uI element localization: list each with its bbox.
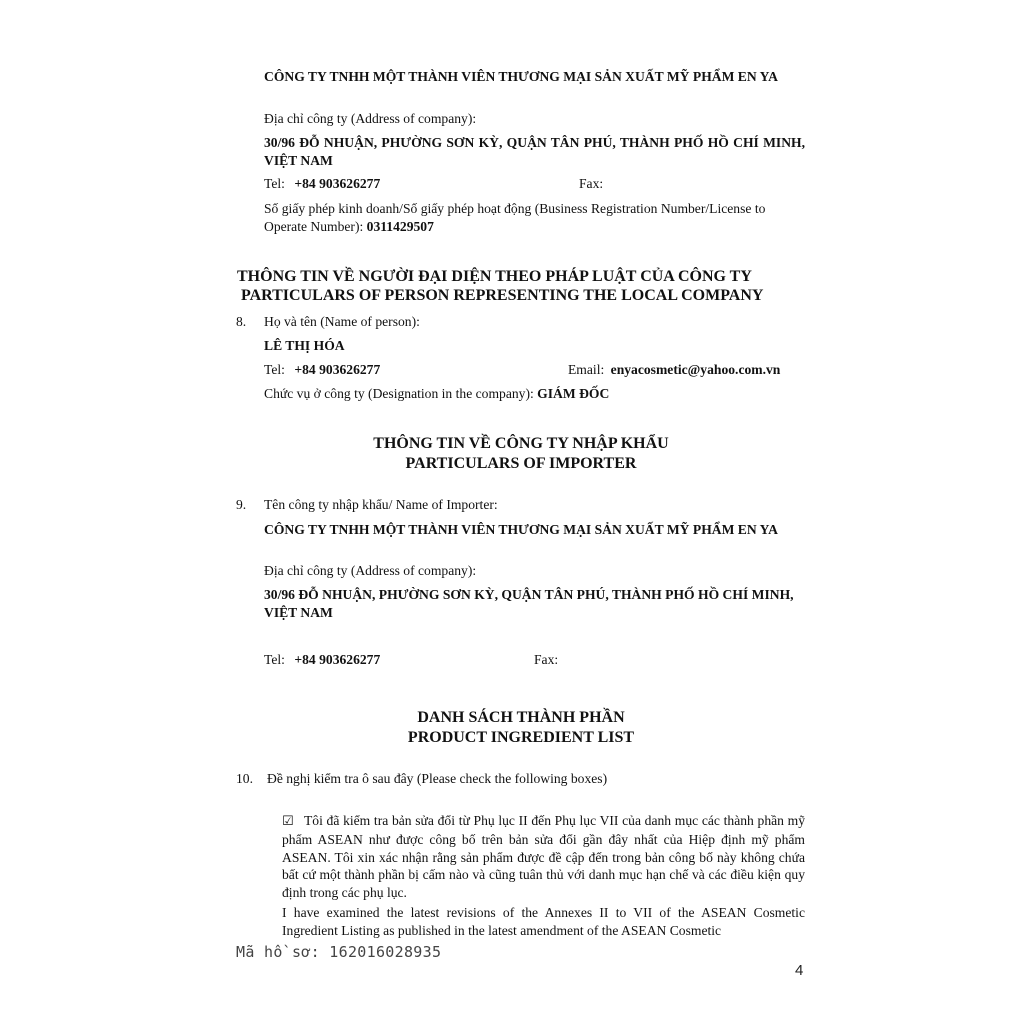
representative-name-label: Họ và tên (Name of person): (264, 314, 420, 329)
representative-email-value: enyacosmetic@yahoo.com.vn (610, 362, 781, 377)
dossier-code: Mã hồ sơ: 162016028935 (236, 943, 442, 961)
representative-email-row (568, 362, 780, 378)
importer-tel-row (264, 652, 380, 668)
representative-designation-value: GIÁM ĐỐC (537, 386, 610, 401)
company-address-label: Địa chỉ công ty (Address of company): (264, 111, 477, 126)
ingredients-statement-vi: Tôi đã kiểm tra bản sửa đổi từ Phụ lục II đến Phụ lục VII của danh mục các thành phần mỹ phẩm ASEAN như được công bố trên bản sửa đổi gần đây nhất của Hiệp định mỹ phẩm ASEAN. Tôi xin xác nhận rằng sản phẩm được đề cập đến trong bản công bố này không chứa bất cứ một thành phần bị cấm nào và cũng tuân thủ với danh mục hạn chế và các điều kiện quy định trong các phụ lục. (282, 813, 805, 901)
representative-name: LÊ THỊ HÓA (264, 338, 345, 353)
company-license-number: 0311429507 (366, 218, 434, 234)
importer-fax-label: Fax: (534, 652, 559, 667)
item-9-number: 9. (236, 497, 247, 512)
importer-name-label: Tên công ty nhập khẩu/ Name of Importer: (264, 497, 498, 512)
importer-address-label: Địa chỉ công ty (Address of company): (264, 563, 477, 578)
checked-box-icon[interactable]: ☑ (282, 814, 294, 829)
item-10-number: 10. (236, 771, 253, 786)
company-fax-label: Fax: (579, 176, 604, 191)
company-address: 30/96 ĐỖ NHUẬN, PHƯỜNG SƠN KỲ, QUẬN TÂN PHÚ, THÀNH PHỐ HỒ CHÍ MINH, VIỆT NAM (264, 135, 805, 168)
representative-tel-label: Tel: (264, 362, 285, 377)
ingredients-statement-en: I have examined the latest revisions of the Annexes II to VII of the ASEAN Cosmetic Ingredient Listing as published in the latest amendment of the ASEAN Cosmetic (282, 905, 805, 938)
representative-heading-vi: THÔNG TIN VỀ NGƯỜI ĐẠI DIỆN THEO PHÁP LUẬT CỦA CÔNG TY (237, 268, 752, 285)
importer-tel-label: Tel: (264, 652, 285, 667)
importer-tel-value: +84 903626277 (294, 652, 381, 667)
company-tel-value: +84 903626277 (294, 176, 381, 191)
importer-address: 30/96 ĐỖ NHUẬN, PHƯỜNG SƠN KỲ, QUẬN TÂN PHÚ, THÀNH PHỐ HỒ CHÍ MINH, VIỆT NAM (264, 587, 794, 620)
representative-heading-en: PARTICULARS OF PERSON REPRESENTING THE LOCAL COMPANY (241, 287, 764, 304)
representative-designation-row (264, 386, 609, 402)
importer-heading-vi: THÔNG TIN VỀ CÔNG TY NHẬP KHẨU (373, 435, 669, 452)
company-tel-row (264, 176, 380, 192)
company-license (264, 200, 809, 235)
representative-email-label: Email: (568, 362, 605, 377)
ingredients-heading-en: PRODUCT INGREDIENT LIST (407, 729, 635, 746)
company-tel-label: Tel: (264, 176, 285, 191)
company-name: CÔNG TY TNHH MỘT THÀNH VIÊN THƯƠNG MẠI SẢN XUẤT MỸ PHẨM EN YA (264, 69, 778, 84)
importer-name: CÔNG TY TNHH MỘT THÀNH VIÊN THƯƠNG MẠI SẢN XUẤT MỸ PHẨM EN YA (264, 522, 778, 537)
representative-tel-value: +84 903626277 (294, 362, 381, 377)
representative-tel-row (264, 362, 380, 378)
ingredients-instruction: Đề nghị kiểm tra ô sau đây (Please check the following boxes) (267, 771, 608, 786)
item-8-number: 8. (236, 314, 247, 329)
page-number: 4 (795, 962, 804, 979)
ingredients-statement-vi-block (282, 812, 805, 902)
importer-heading-en: PARTICULARS OF IMPORTER (405, 455, 637, 472)
company-license-label: Số giấy phép kinh doanh/Số giấy phép hoạt động (Business Registration Number/License to Operate Number): (264, 201, 766, 234)
ingredients-heading-vi: DANH SÁCH THÀNH PHẦN (417, 709, 625, 726)
representative-designation-label: Chức vụ ở công ty (Designation in the company): (264, 386, 534, 401)
